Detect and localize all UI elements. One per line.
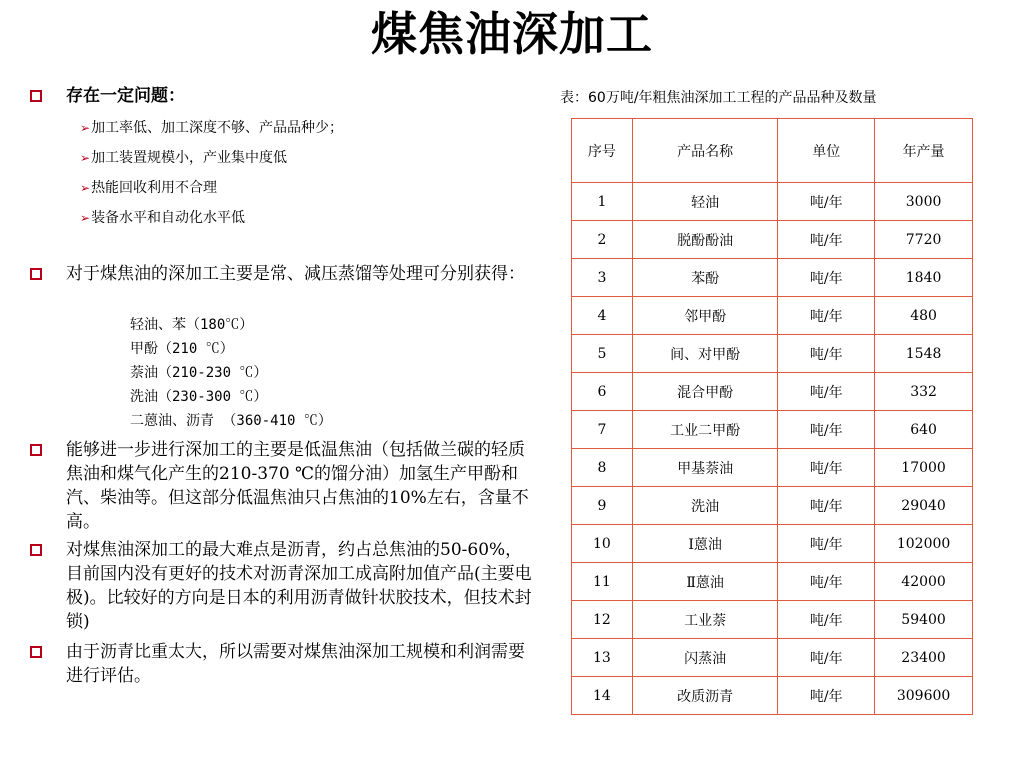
table-row [572,449,973,487]
cell-unit: 吨/年 [778,297,875,335]
table-row [572,335,973,373]
table-row [572,259,973,297]
cell-output: 3000 [875,183,973,221]
fraction-item: 萘油（210-230 ℃） [130,365,268,381]
cell-index: 4 [572,297,633,335]
cell-unit: 吨/年 [778,259,875,297]
table-row [572,373,973,411]
table-row [572,601,973,639]
table-row [572,563,973,601]
fraction-item: 二蒽油、沥青 （360-410 ℃） [130,413,332,429]
cell-index: 3 [572,259,633,297]
cell-index: 11 [572,563,633,601]
cell-product: 甲基萘油 [632,449,778,487]
arrow-bullet-icon: ➢ [80,211,91,225]
arrow-bullet-icon: ➢ [80,151,91,165]
cell-product: Ⅱ蒽油 [632,563,778,601]
low-temp-tar-paragraph: 能够进一步进行深加工的主要是低温焦油（包括做兰碳的轻质焦油和煤气化产生的210-370 ℃的馏分油）加氢生产甲酚和汽、柴油等。但这部分低温焦油只占焦油的10%左右，含量不高。 [66,440,529,532]
cell-product: Ⅰ蒽油 [632,525,778,563]
square-bullet-icon [30,544,42,556]
cell-output: 640 [875,411,973,449]
table-row [572,411,973,449]
cell-unit: 吨/年 [778,525,875,563]
cell-output: 42000 [875,563,973,601]
table-header-row [572,119,973,183]
cell-unit: 吨/年 [778,487,875,525]
fraction-item: 轻油、苯（180℃） [130,317,254,333]
table-row [572,221,973,259]
issue-item: ➢加工装置规模小，产业集中度低 [80,150,288,166]
cell-unit: 吨/年 [778,411,875,449]
fraction-item: 洗油（230-300 ℃） [130,389,268,405]
header-annual-output: 年产量 [875,119,973,183]
fraction-item: 甲酚（210 ℃） [130,341,234,357]
cell-index: 6 [572,373,633,411]
cell-unit: 吨/年 [778,221,875,259]
cell-index: 14 [572,677,633,715]
cell-output: 1548 [875,335,973,373]
cell-product: 工业萘 [632,601,778,639]
cell-output: 17000 [875,449,973,487]
cell-output: 1840 [875,259,973,297]
table-row [572,677,973,715]
issue-item: ➢热能回收利用不合理 [80,180,218,196]
cell-output: 102000 [875,525,973,563]
cell-unit: 吨/年 [778,601,875,639]
cell-index: 10 [572,525,633,563]
products-table [571,118,973,715]
cell-product: 邻甲酚 [632,297,778,335]
cell-unit: 吨/年 [778,373,875,411]
cell-product: 脱酚酚油 [632,221,778,259]
arrow-bullet-icon: ➢ [80,181,91,195]
issue-item: ➢装备水平和自动化水平低 [80,210,246,226]
cell-output: 29040 [875,487,973,525]
evaluation-paragraph: 由于沥青比重太大，所以需要对煤焦油深加工规模和利润需要进行评估。 [66,642,525,686]
table-row [572,639,973,677]
square-bullet-icon [30,646,42,658]
cell-index: 12 [572,601,633,639]
issue-item: ➢加工率低、加工深度不够、产品品种少； [80,120,344,136]
cell-output: 309600 [875,677,973,715]
cell-unit: 吨/年 [778,449,875,487]
cell-output: 332 [875,373,973,411]
table-row [572,297,973,335]
table-row [572,525,973,563]
cell-output: 480 [875,297,973,335]
cell-output: 7720 [875,221,973,259]
table-row [572,487,973,525]
header-unit: 单位 [778,119,875,183]
cell-unit: 吨/年 [778,677,875,715]
cell-unit: 吨/年 [778,183,875,221]
table-row [572,183,973,221]
table-caption: 表：60万吨/年粗焦油深加工工程的产品品种及数量 [560,90,877,106]
issues-heading: 存在一定问题： [66,86,185,106]
cell-unit: 吨/年 [778,335,875,373]
square-bullet-icon [30,268,42,280]
cell-product: 轻油 [632,183,778,221]
header-index: 序号 [572,119,633,183]
cell-index: 5 [572,335,633,373]
cell-product: 苯酚 [632,259,778,297]
header-product-name: 产品名称 [632,119,778,183]
cell-product: 工业二甲酚 [632,411,778,449]
cell-product: 闪蒸油 [632,639,778,677]
distillation-paragraph: 对于煤焦油的深加工主要是常、减压蒸馏等处理可分别获得： [66,264,525,284]
cell-product: 混合甲酚 [632,373,778,411]
cell-index: 2 [572,221,633,259]
arrow-bullet-icon: ➢ [80,121,91,135]
page-title: 煤焦油深加工 [371,7,653,61]
cell-index: 7 [572,411,633,449]
pitch-difficulty-paragraph: 对煤焦油深加工的最大难点是沥青，约占总焦油的50-60%，目前国内没有更好的技术对沥青深加工成高附加值产品(主要电极)。比较好的方向是日本的利用沥青做针状胶技术，但技术封锁) [66,540,532,632]
cell-unit: 吨/年 [778,639,875,677]
square-bullet-icon [30,444,42,456]
cell-output: 23400 [875,639,973,677]
cell-index: 13 [572,639,633,677]
cell-index: 9 [572,487,633,525]
cell-output: 59400 [875,601,973,639]
cell-unit: 吨/年 [778,563,875,601]
cell-product: 洗油 [632,487,778,525]
cell-index: 8 [572,449,633,487]
cell-product: 改质沥青 [632,677,778,715]
cell-index: 1 [572,183,633,221]
square-bullet-icon [30,90,42,102]
cell-product: 间、对甲酚 [632,335,778,373]
